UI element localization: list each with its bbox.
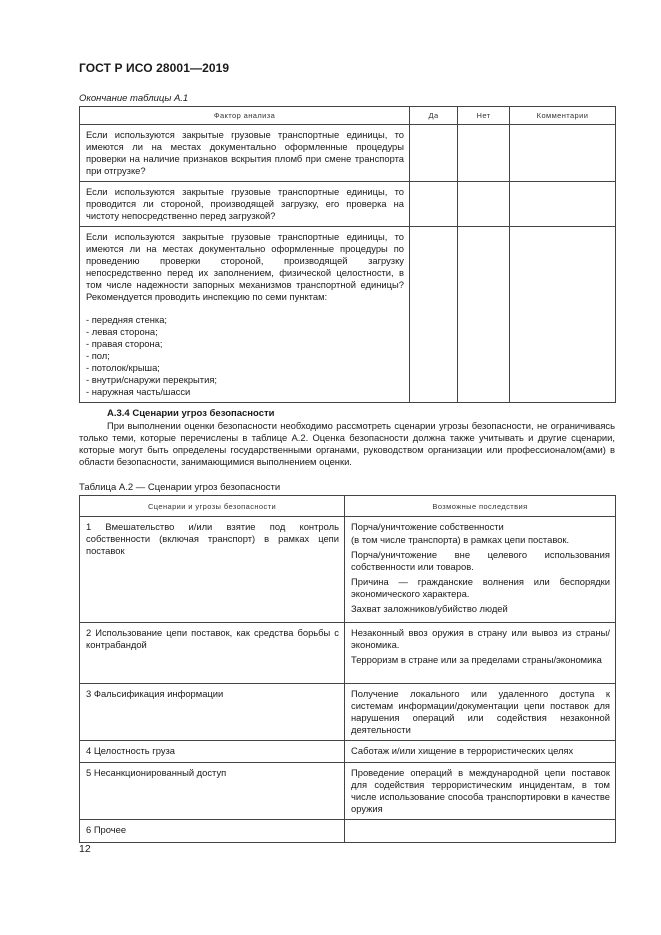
scenario-cell: 5 Несанкционированный доступ [80, 763, 345, 820]
table-row [80, 182, 616, 227]
yes-cell [410, 125, 458, 182]
scenario-cell: 6 Прочее [80, 820, 345, 843]
document-title: ГОСТ Р ИСО 28001—2019 [79, 61, 230, 75]
scenario-cell: 3 Фальсификация информации [80, 684, 345, 741]
table-a2 [79, 495, 616, 843]
table-a1-header-row [80, 107, 616, 125]
list-item: - потолок/крыша; [86, 362, 160, 373]
table-a1-caption: Окончание таблицы А.1 [79, 93, 189, 104]
list-item: - внутри/снаружи перекрытия; [86, 374, 217, 385]
consequence-item: Захват заложников/убийство людей [351, 603, 508, 614]
list-item: - пол; [86, 350, 110, 361]
consequence-item: Терроризм в стране или за пределами страны/экономика [351, 654, 602, 665]
table-a2-caption: Таблица А.2 — Сценарии угроз безопасности [79, 482, 281, 493]
section-heading: А.3.4 Сценарии угроз безопасности [107, 408, 275, 419]
yes-cell [410, 227, 458, 403]
scenario-cell: 1 Вмешательство и/или взятие под контроль собственности (включая транспорт) в рамках цепи поставок [80, 517, 345, 623]
consequence-item: Причина — гражданские волнения или беспорядки экономического характера. [351, 576, 610, 599]
consequence-item: Порча/уничтожение собственности [351, 521, 504, 532]
table-row [80, 125, 616, 182]
list-item: - левая сторона; [86, 326, 158, 337]
consequence-item: Порча/уничтожение вне целевого использования собственности или товаров. [351, 549, 610, 572]
header-factor: Фактор анализа [80, 107, 410, 125]
factor-cell: Если используются закрытые грузовые транспортные единицы, то имеются ли на местах документально оформленные процедуры проверки на наличие признаков вскрытия пломб при смене транспорта при отгрузке? [80, 125, 410, 182]
table-row [80, 623, 616, 684]
consequences-cell [345, 684, 616, 741]
consequences-cell [345, 623, 616, 684]
table-a2-header-row [80, 496, 616, 517]
table-row [80, 227, 616, 403]
factor-cell: Если используются закрытые грузовые транспортные единицы, то проводится ли стороной, производящей загрузку, его проверка на чистоту непосредственно перед загрузкой? [80, 182, 410, 227]
consequence-item: Получение локального или удаленного доступа к системам информации/документации цепи поставок для нарушения операций или содействия незаконной деятельности [351, 688, 610, 735]
consequences-cell [345, 741, 616, 763]
consequence-item: (в том числе транспорта) в рамках цепи поставок. [351, 534, 570, 545]
table-row [80, 820, 616, 843]
header-yes: Да [410, 107, 458, 125]
no-cell [458, 227, 510, 403]
yes-cell [410, 182, 458, 227]
list-item: - наружная часть/шасси [86, 386, 191, 397]
consequence-item: Незаконный ввоз оружия в страну или вывоз из страны/экономика. [351, 627, 610, 650]
no-cell [458, 125, 510, 182]
header-consequences: Возможные последствия [345, 496, 616, 517]
table-row [80, 763, 616, 820]
scenario-cell: 2 Использование цепи поставок, как средства борьбы с контрабандой [80, 623, 345, 684]
header-scenario: Сценарии и угрозы безопасности [80, 496, 345, 517]
header-comments: Комментарии [510, 107, 616, 125]
table-row [80, 517, 616, 623]
comments-cell [510, 182, 616, 227]
consequences-cell [345, 763, 616, 820]
scenario-cell: 4 Целостность груза [80, 741, 345, 763]
factor-text: Если используются закрытые грузовые транспортные единицы, то имеются ли на местах документально оформленные процедуры по проведению проверки стороной, производящей загрузку непосредственно перед их заполнением, физической целостности, в том числе надежности запорных механизмов транспортной единицы? Рекомендуется проводить инспекцию по семи пунктам: [86, 231, 404, 302]
comments-cell [510, 125, 616, 182]
consequences-cell [345, 517, 616, 623]
consequences-cell [345, 820, 616, 843]
consequence-item: Саботаж и/или хищение в террористических целях [351, 745, 574, 756]
table-row [80, 741, 616, 763]
factor-cell [80, 227, 410, 403]
table-a1 [79, 106, 616, 403]
section-paragraph: При выполнении оценки безопасности необходимо рассмотреть сценарии угрозы безопасности, не ограничиваясь только теми, которые перечислены в таблице А.2. Оценка безопасности должна также учитывать и другие сценарии, которые могут быть определены государственными органами, руководством организации или профессионалом(ами) в области безопасности, занимающимися выполнением оценки. [79, 420, 615, 467]
consequence-item: Проведение операций в международной цепи поставок для содействия террористическим инцидентам, в том числе использование способа транспортировки в качестве оружия [351, 767, 610, 814]
inspection-list [86, 314, 404, 398]
table-row [80, 684, 616, 741]
header-no: Нет [458, 107, 510, 125]
list-item: - передняя стенка; [86, 314, 168, 325]
no-cell [458, 182, 510, 227]
comments-cell [510, 227, 616, 403]
list-item: - правая сторона; [86, 338, 163, 349]
page-number: 12 [79, 843, 91, 855]
